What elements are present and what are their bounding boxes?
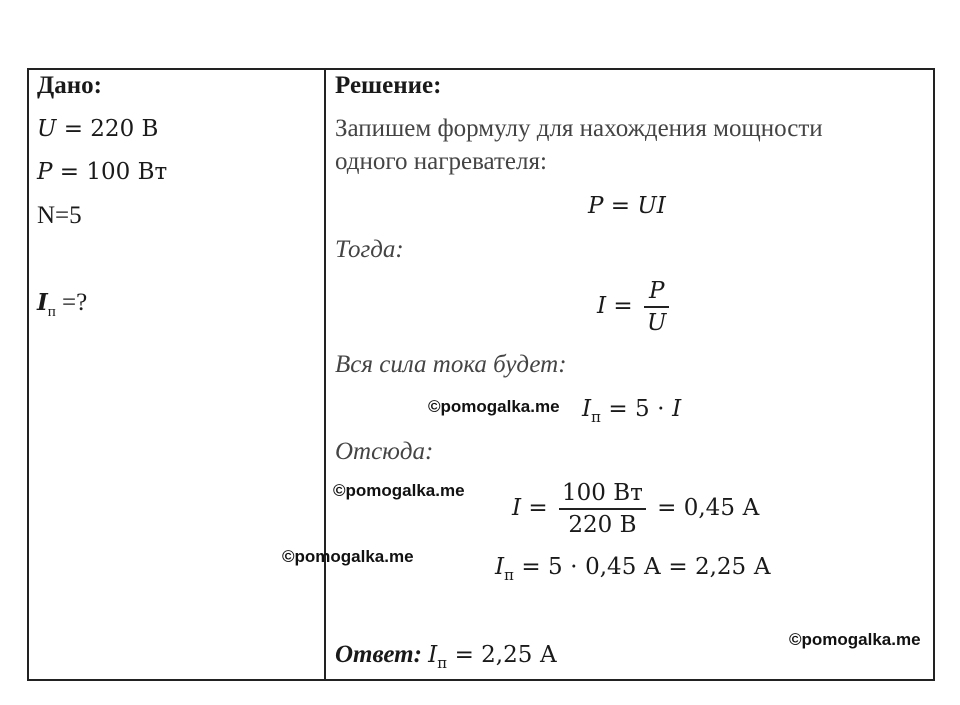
column-divider bbox=[324, 68, 326, 681]
calc-total: $I_п = 5 \cdot 0,45$ А = 2,25 А bbox=[495, 554, 771, 584]
watermark: ©pomogalka.me bbox=[333, 481, 465, 500]
calc-current: I = $\frac{100 Вт}{220 В}$ = 0,45 А bbox=[512, 480, 760, 538]
answer-value: = 2,25 А bbox=[454, 642, 558, 668]
watermark: ©pomogalka.me bbox=[428, 397, 560, 416]
formula-current-fraction: $\frac{P}{U}$ bbox=[644, 276, 669, 338]
answer-label: Ответ: bbox=[335, 641, 422, 668]
calc-current-fraction bbox=[559, 478, 646, 540]
solution-intro-line1: Запишем формулу для нахождения мощности bbox=[335, 115, 823, 142]
hence-label: Отсюда: bbox=[335, 438, 434, 465]
answer: Ответ: $I_п = 2,25$ А bbox=[335, 641, 558, 672]
find-quantity: $I_п$ =? bbox=[37, 289, 88, 320]
given-voltage: U = 220 В bbox=[37, 116, 159, 142]
formula-power: P = UI bbox=[588, 193, 666, 219]
find-suffix: =? bbox=[62, 289, 88, 316]
given-power: P = 100 Вт bbox=[37, 159, 168, 185]
watermark: ©pomogalka.me bbox=[282, 547, 414, 566]
given-count: N=5 bbox=[37, 202, 82, 229]
given-voltage-value: 220 В bbox=[90, 116, 159, 142]
given-heading: Дано: bbox=[37, 72, 102, 99]
calc-numerator: 100 Вт bbox=[562, 480, 643, 506]
solution-heading: Решение: bbox=[335, 72, 442, 99]
calc-denominator: 220 В bbox=[568, 512, 637, 538]
calc-result: = 0,45 А bbox=[657, 495, 760, 521]
formula-current: I = $\frac{P}{U}$ bbox=[597, 276, 673, 338]
solution-intro-line2: одного нагревателя: bbox=[335, 148, 547, 175]
watermark: ©pomogalka.me bbox=[789, 630, 921, 649]
then-label: Тогда: bbox=[335, 236, 404, 263]
calc-total-value: = 5 ⋅ 0,45 А = 2,25 А bbox=[521, 554, 771, 580]
given-power-value: 100 Вт bbox=[86, 159, 168, 185]
total-label: Вся сила тока будет: bbox=[335, 351, 567, 378]
formula-total: $I_п = 5 \cdot I$ bbox=[582, 396, 682, 426]
